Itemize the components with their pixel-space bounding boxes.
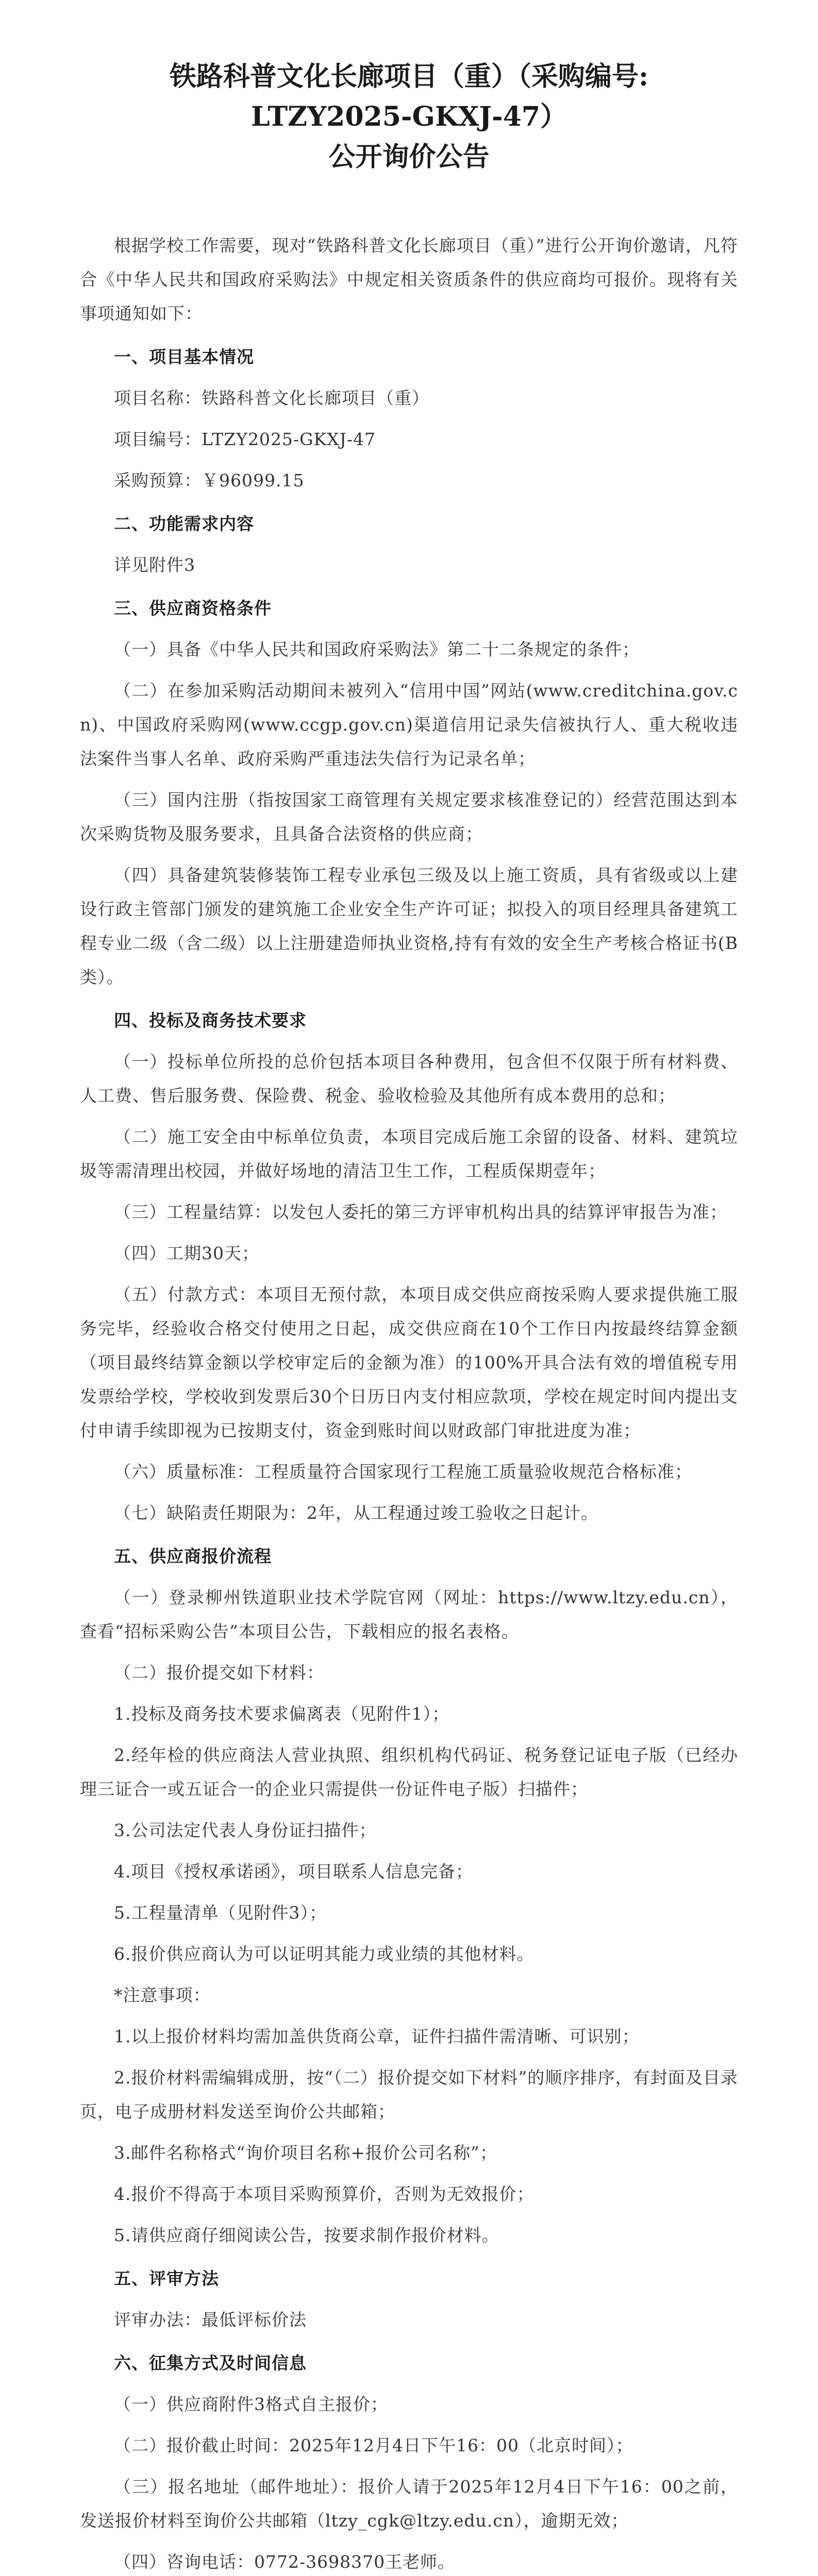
section-heading-requirements: 二、功能需求内容 [114, 514, 254, 534]
section-heading-review-method: 五、评审方法 [114, 2268, 219, 2289]
process-step: （一）登录柳州铁道职业技术学院官网（网址：https://www.ltzy.edu.cn），查看“招标采购公告”本项目公告，下载相应的报名表格。 [80, 1587, 738, 1641]
notes-heading: *注意事项： [114, 1985, 211, 2005]
process-step: （二）报价提交如下材料： [114, 1663, 324, 1683]
notice-body [80, 229, 738, 2576]
material-item: 1.投标及商务技术要求偏离表（见附件1）； [114, 1704, 449, 1724]
material-item: 6.报价供应商认为可以证明其能力或业绩的其他材料。 [114, 1944, 535, 1964]
project-budget: 采购预算：￥96099.15 [114, 470, 305, 490]
note-item: 5.请供应商仔细阅读公告，按要求制作报价材料。 [114, 2225, 499, 2245]
commercial-term-item: （一）投标单位所投的总价包括本项目各种费用，包含但不仅限于所有材料费、人工费、售后服务费、保险费、税金、验收检验及其他所有成本费用的总和； [80, 1052, 738, 1106]
section-heading-commercial-terms: 四、投标及商务技术要求 [114, 1010, 307, 1030]
section-heading-schedule: 六、征集方式及时间信息 [114, 2353, 307, 2373]
section-heading-basic-info: 一、项目基本情况 [114, 347, 254, 367]
qualification-item: （二）在参加采购活动期间未被列入“信用中国”网站(www.creditchina.gov.cn)、中国政府采购网(www.ccgp.gov.cn)渠道信用记录失信被执行人、重大税收违法案件当事人名单、政府采购严重违法失信行为记录名单； [80, 681, 738, 769]
schedule-item: （一）供应商附件3格式自主报价； [114, 2394, 388, 2414]
material-item: 2.经年检的供应商法人营业执照、组织机构代码证、税务登记证电子版（已经办理三证合一或五证合一的企业只需提供一份证件电子版）扫描件； [80, 1745, 738, 1799]
title-line-2: LTZY2025-GKXJ-47） [251, 101, 567, 132]
commercial-term-item: （二）施工安全由中标单位负责，本项目完成后施工余留的设备、材料、建筑垃圾等需清理出校园，并做好场地的清洁卫生工作，工程质保期壹年； [80, 1127, 738, 1181]
page-title [80, 57, 738, 177]
intro-paragraph: 根据学校工作需要，现对“铁路科普文化长廊项目（重）”进行公开询价邀请，凡符合《中华人民共和国政府采购法》中规定相关资质条件的供应商均可报价。现将有关事项通知如下： [80, 235, 738, 324]
commercial-term-item: （七）缺陷责任期限为：2年，从工程通过竣工验收之日起计。 [114, 1503, 598, 1523]
requirements-text: 详见附件3 [114, 555, 195, 575]
project-code: 项目编号：LTZY2025-GKXJ-47 [114, 429, 376, 449]
project-name: 项目名称：铁路科普文化长廊项目（重） [114, 388, 429, 408]
material-item: 4.项目《授权承诺函》，项目联系人信息完备； [114, 1861, 473, 1882]
note-item: 3.邮件名称格式“询价项目名称+报价公司名称”； [114, 2143, 497, 2163]
section-heading-quote-process: 五、供应商报价流程 [114, 1546, 272, 1566]
commercial-term-item: （六）质量标准：工程质量符合国家现行工程施工质量验收规范合格标准； [114, 1462, 692, 1482]
commercial-term-item: （四）工期30天； [114, 1243, 259, 1263]
note-item: 4.报价不得高于本项目采购预算价，否则为无效报价； [114, 2184, 535, 2204]
commercial-term-item: （三）工程量结算：以发包人委托的第三方评审机构出具的结算评审报告为准； [114, 1202, 727, 1222]
section-heading-qualifications: 三、供应商资格条件 [114, 598, 272, 618]
schedule-item: （四）咨询电话：0772-3698370王老师。 [114, 2552, 456, 2572]
note-item: 2.报价材料需编辑成册，按“（二）报价提交如下材料”的顺序排序，有封面及目录页，电子成册材料发送至询价公共邮箱； [80, 2067, 738, 2122]
title-line-3: 公开询价公告 [328, 141, 490, 173]
qualification-item: （一）具备《中华人民共和国政府采购法》第二十二条规定的条件； [114, 639, 640, 659]
material-item: 3.公司法定代表人身份证扫描件； [114, 1820, 377, 1840]
review-method-text: 评审办法：最低评标价法 [114, 2310, 307, 2330]
schedule-item: （三）报名地址（邮件地址）：报价人请于2025年12月4日下午16：00之前，发送报价材料至询价公共邮箱（ltzy_cgk@ltzy.edu.cn），逾期无效； [80, 2477, 738, 2531]
commercial-term-item: （五）付款方式：本项目无预付款，本项目成交供应商按采购人要求提供施工服务完毕，经验收合格交付使用之日起，成交供应商在10个工作日内按最终结算金额（项目最终结算金额以学校审定后的金额为准）的100%开具合法有效的增值税专用发票给学校，学校收到发票后30个日历日内支付相应款项，学校在规定时间内提出支付申请手续即视为已按期支付，资金到账时间以财政部门审批进度为准； [80, 1284, 738, 1440]
qualification-item: （四）具备建筑装修装饰工程专业承包三级及以上施工资质，具有省级或以上建设行政主管部门颁发的建筑施工企业安全生产许可证；拟投入的项目经理具备建筑工程专业二级（含二级）以上注册建造师执业资格,持有有效的安全生产考核合格证书(B类）。 [80, 865, 738, 987]
material-item: 5.工程量清单（见附件3）； [114, 1903, 327, 1923]
note-item: 1.以上报价材料均需加盖供货商公章，证件扫描件需清晰、可识别； [114, 2026, 640, 2046]
title-line-1: 铁路科普文化长廊项目（重）（采购编号: [169, 61, 649, 92]
qualification-item: （三）国内注册（指按国家工商管理有关规定要求核准登记的）经营范围达到本次采购货物及服务要求，且具备合法资格的供应商； [80, 790, 738, 844]
schedule-item: （二）报价截止时间：2025年12月4日下午16：00（北京时间）； [114, 2435, 633, 2455]
